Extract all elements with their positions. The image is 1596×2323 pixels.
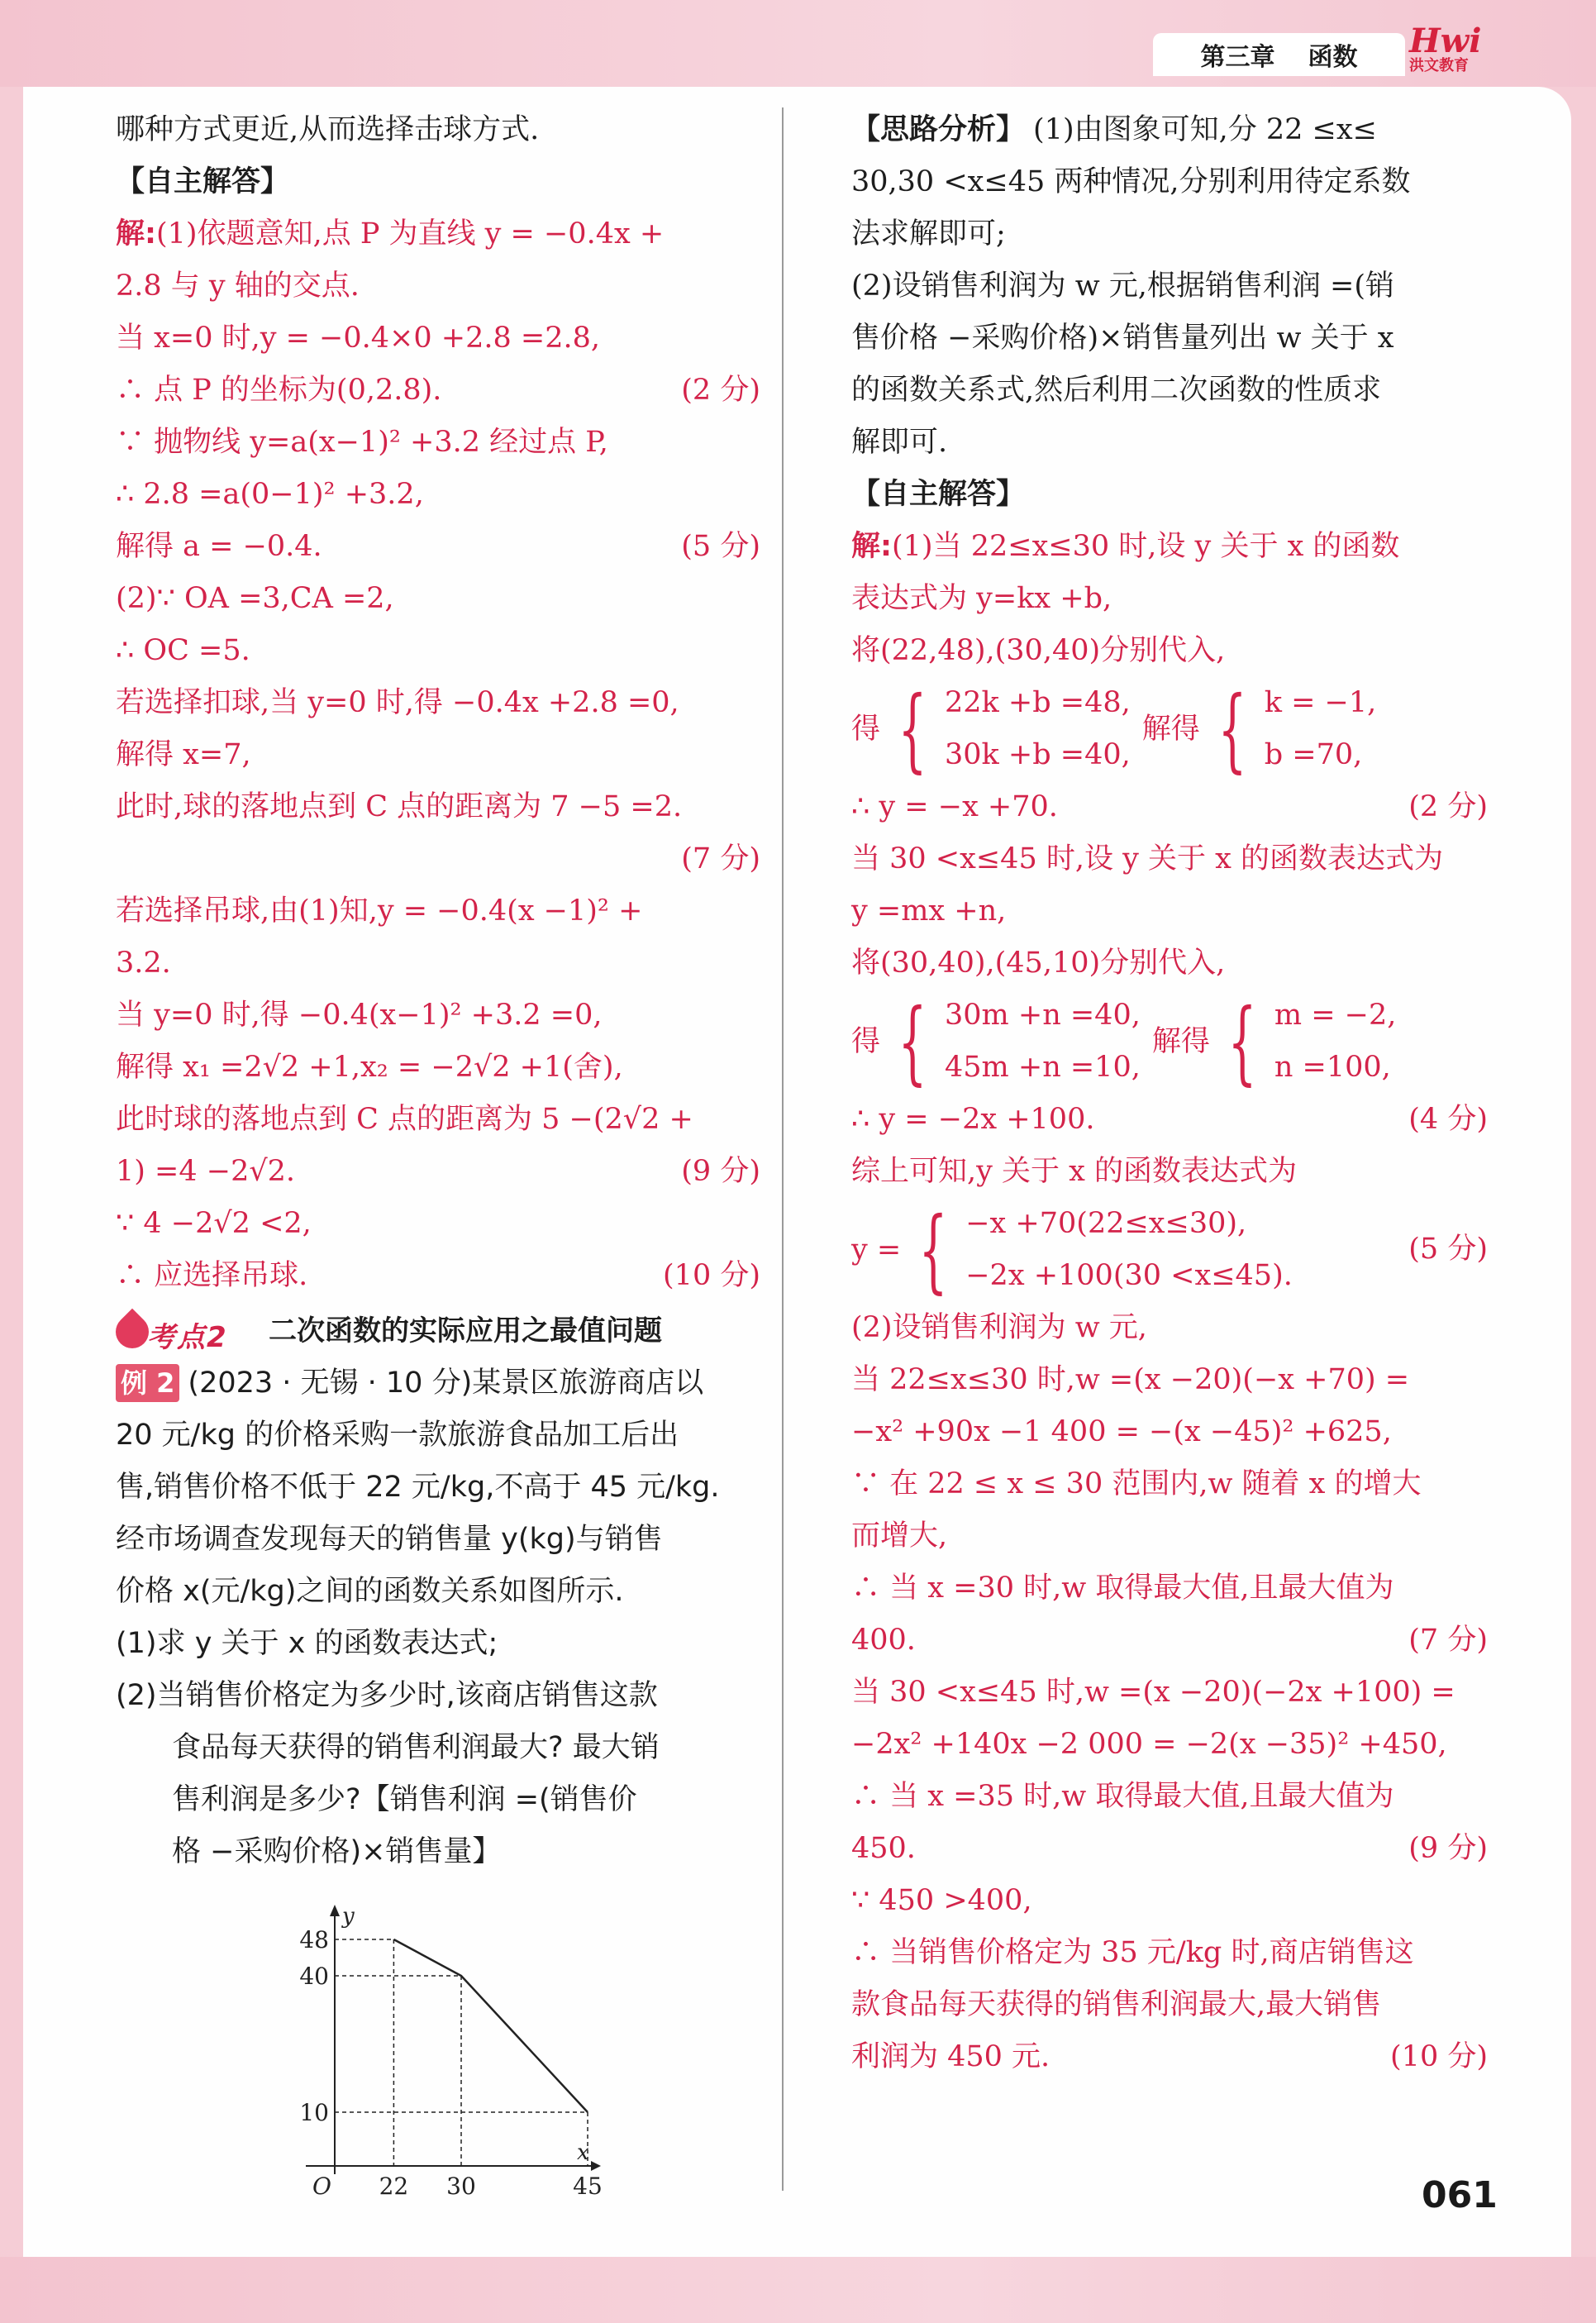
sales-line — [393, 1939, 588, 2112]
line-text: ∵ 抛物线 y=a(x−1)² +3.2 经过点 P, — [116, 426, 608, 459]
text-line — [116, 365, 760, 417]
y-tick-label: 48 — [299, 1926, 329, 1953]
line-text: 款食品每天获得的销售利润最大,最大销售 — [851, 1988, 1382, 2021]
text-line — [116, 156, 760, 208]
line-text: 2.8 与 y 轴的交点. — [116, 270, 360, 303]
line-text: 哪种方式更近,从而选择击球方式. — [116, 113, 540, 146]
text-line — [116, 781, 760, 833]
text-line — [851, 1094, 1488, 1146]
system1-eq-1: 22k +b =48, — [945, 686, 1131, 719]
brace-icon: { — [898, 676, 927, 782]
line-text: 3.2. — [116, 947, 171, 980]
line-text: 利润为 450 元. — [851, 2040, 1051, 2073]
solution-part-d — [851, 1302, 1488, 2083]
text-line — [851, 1510, 1488, 1562]
line-text: 若选择扣球,当 y=0 时,得 −0.4x +2.8 =0, — [116, 686, 679, 719]
answer-head: 【自主解答】 — [851, 478, 1026, 511]
solution-prefix: 解: — [116, 217, 156, 250]
text-line — [116, 833, 760, 885]
line-text: 1) =4 −2√2. — [116, 1155, 296, 1188]
example-text: 经市场调查发现每天的销售量 y(kg)与销售 — [116, 1523, 663, 1556]
example-tag: 例 2 — [116, 1364, 179, 1402]
line-text: 此时球的落地点到 C 点的距离为 5 −(2√2 + — [116, 1103, 693, 1136]
example-line — [116, 1566, 760, 1618]
text-line — [116, 1146, 760, 1198]
text-line — [851, 1875, 1488, 1927]
piecewise-cases — [965, 1198, 1293, 1302]
kaodian-title: 二次函数的实际应用之最值问题 — [269, 1314, 662, 1348]
example-text: 价格 x(元/kg)之间的函数关系如图所示. — [116, 1575, 624, 1608]
example-text: 20 元/kg 的价格采购一款旅游食品加工后出 — [116, 1419, 679, 1452]
example-line — [116, 1670, 760, 1722]
score-mark: (7 分) — [681, 842, 760, 875]
analysis-head: 【思路分析】 — [851, 113, 1026, 146]
text-line — [116, 1042, 760, 1094]
text-line — [116, 312, 760, 365]
text-line — [116, 1250, 760, 1302]
sales-chart — [273, 1901, 603, 2199]
system1-eq-2: 30k +b =40, — [945, 738, 1131, 771]
text-line — [116, 1094, 760, 1146]
score-mark: (2 分) — [1408, 790, 1488, 823]
origin-label: O — [312, 2173, 331, 2199]
text-line — [851, 781, 1488, 833]
score-mark: (2 分) — [681, 374, 760, 407]
text-line — [851, 1562, 1488, 1615]
publisher-logo — [1409, 21, 1492, 83]
example-problem — [116, 1357, 760, 1878]
system1-sol-2: b =70, — [1264, 738, 1363, 771]
text-line — [851, 1719, 1488, 1771]
solution-part-a — [851, 521, 1488, 677]
line-text: ∴ OC =5. — [116, 634, 250, 667]
right-column — [851, 104, 1488, 2083]
example-text: (1)求 y 关于 x 的函数表达式; — [116, 1627, 498, 1660]
line-text: 解得 a = −0.4. — [116, 530, 322, 563]
line-text: 售价格 −采购价格)×销售量列出 w 关于 x — [851, 322, 1394, 355]
text-line — [116, 729, 760, 781]
line-text: 30,30 <x≤45 两种情况,分别利用待定系数 — [851, 165, 1411, 198]
piecewise-case-2: −2x +100(30 <x≤45). — [965, 1259, 1293, 1292]
score-mark: (5 分) — [681, 530, 760, 563]
system2-sols — [1274, 990, 1397, 1094]
text-line — [116, 208, 760, 260]
text-line — [851, 1146, 1488, 1198]
system2-eq-2: 45m +n =10, — [945, 1051, 1141, 1084]
text-line — [116, 260, 760, 312]
example-line — [116, 1357, 760, 1410]
line-text: 表达式为 y=kx +b, — [851, 582, 1112, 615]
line-text: 解得 x=7, — [116, 738, 251, 771]
line-text: 将(22,48),(30,40)分别代入, — [851, 634, 1226, 667]
line-text: 解得 x₁ =2√2 +1,x₂ = −2√2 +1(舍), — [116, 1051, 623, 1084]
line-text: y =mx +n, — [851, 894, 1007, 928]
solution-part-b — [851, 781, 1488, 990]
analysis-line-0 — [851, 104, 1488, 156]
text-line — [851, 625, 1488, 677]
example-text: (2023 · 无锡 · 10 分)某景区旅游商店以 — [188, 1367, 704, 1400]
score-mark: (9 分) — [681, 1155, 760, 1188]
text-line — [116, 885, 760, 937]
line-text: 【自主解答】 — [116, 165, 290, 198]
line-text: 400. — [851, 1624, 916, 1657]
score-mark: (4 分) — [1408, 1103, 1488, 1136]
kaodian-label: 考点2 — [147, 1320, 228, 1354]
system-2 — [851, 990, 1488, 1094]
brace-icon: { — [1217, 676, 1247, 782]
system2-de: 得 — [851, 1024, 881, 1058]
example-text: 售,销售价格不低于 22 元/kg,不高于 45 元/kg. — [116, 1471, 720, 1504]
text-line — [116, 417, 760, 469]
bottom-band — [0, 2257, 1596, 2323]
line-text: ∴ y = −2x +100. — [851, 1103, 1095, 1136]
text-line — [116, 937, 760, 990]
y-tick-label: 40 — [299, 1963, 329, 1990]
text-line — [851, 1406, 1488, 1458]
x-tick-label: 30 — [446, 2173, 476, 2199]
y-axis-arrow-icon — [330, 1905, 340, 1916]
line-text: ∴ 当 x =30 时,w 取得最大值,且最大值为 — [851, 1572, 1394, 1605]
system1-sol-1: k = −1, — [1264, 686, 1377, 719]
x-axis-arrow-icon — [591, 2161, 601, 2171]
brace-icon: { — [1227, 989, 1257, 1095]
line-text: 450. — [851, 1832, 916, 1865]
example-line — [116, 1462, 760, 1514]
text-line — [116, 677, 760, 729]
text-line — [851, 312, 1488, 365]
line-text: 的函数关系式,然后利用二次函数的性质求 — [851, 374, 1382, 407]
logo-mark: Hwi — [1409, 21, 1482, 60]
text-line — [851, 260, 1488, 312]
example-line — [116, 1514, 760, 1566]
system2-sol-1: m = −2, — [1274, 999, 1397, 1032]
text-line — [851, 885, 1488, 937]
line-text: ∵ 在 22 ≤ x ≤ 30 范围内,w 随着 x 的增大 — [851, 1467, 1422, 1500]
score-mark: (10 分) — [663, 1259, 760, 1292]
text-line — [851, 1302, 1488, 1354]
system1-sols — [1265, 677, 1377, 781]
text-line — [851, 937, 1488, 990]
line-text: ∴ 当 x =35 时,w 取得最大值,且最大值为 — [851, 1780, 1394, 1813]
example-line: 格 −采购价格)×销售量】 — [172, 1835, 502, 1868]
line-text: 此时,球的落地点到 C 点的距离为 7 −5 =2. — [116, 790, 683, 823]
line-text: 当 30 <x≤45 时,设 y 关于 x 的函数表达式为 — [851, 842, 1443, 875]
text-line — [851, 365, 1488, 417]
x-axis-label: x — [577, 2140, 589, 2165]
line-text: ∴ y = −x +70. — [851, 790, 1058, 823]
line-text: 法求解即可; — [851, 217, 1006, 250]
line-text: −2x² +140x −2 000 = −2(x −35)² +450, — [851, 1728, 1447, 1761]
example-text: (2)当销售价格定为多少时,该商店销售这款 — [116, 1679, 658, 1712]
text-line — [851, 573, 1488, 625]
line-text: (2)∵ OA =3,CA =2, — [116, 582, 394, 615]
x-tick-label: 22 — [379, 2173, 409, 2199]
line-text: 当 22≤x≤30 时,w =(x −20)(−x +70) = — [851, 1363, 1410, 1396]
chapter-label: 第三章 — [1200, 43, 1275, 72]
line-text: ∵ 4 −2√2 <2, — [116, 1207, 312, 1240]
line-text: −x² +90x −1 400 = −(x −45)² +625, — [851, 1415, 1392, 1448]
system-1 — [851, 677, 1488, 781]
score-mark: (10 分) — [1390, 2040, 1488, 2073]
text-line — [116, 573, 760, 625]
score-mark: (7 分) — [1408, 1624, 1488, 1657]
line-text: 而增大, — [851, 1519, 948, 1553]
text-line — [116, 104, 760, 156]
logo-brand: 洪文教育 — [1409, 57, 1469, 74]
text-line — [851, 833, 1488, 885]
piecewise-case-1: −x +70(22≤x≤30), — [965, 1207, 1247, 1240]
system1-jiede: 解得 — [1141, 712, 1200, 746]
text-line — [851, 1354, 1488, 1406]
line-text: ∴ 当销售价格定为 35 元/kg 时,商店销售这 — [851, 1936, 1414, 1969]
text-line — [116, 521, 760, 573]
system2-eqs — [945, 990, 1141, 1094]
system2-eq-1: 30m +n =40, — [945, 999, 1141, 1032]
example-line: 售利润是多少?【销售利润 =(销售价 — [172, 1783, 637, 1816]
line-text: 当 30 <x≤45 时,w =(x −20)(−2x +100) = — [851, 1676, 1455, 1709]
analysis-first-text: (1)由图象可知,分 22 ≤x≤ — [1033, 113, 1377, 146]
chapter-topic: 函数 — [1308, 43, 1358, 72]
piecewise-score: (5 分) — [1408, 1233, 1488, 1266]
line-text: 若选择吊球,由(1)知,y = −0.4(x −1)² + — [116, 894, 643, 928]
score-mark: (9 分) — [1408, 1832, 1488, 1865]
text-line — [851, 1458, 1488, 1510]
text-line — [851, 1771, 1488, 1823]
kaodian-heading — [116, 1305, 760, 1357]
line-text: (1)依题意知,点 P 为直线 y = −0.4x + — [156, 217, 665, 250]
kaodian-badge — [116, 1310, 260, 1353]
left-solution — [116, 104, 760, 1302]
line-text: (2)设销售利润为 w 元, — [851, 1311, 1147, 1344]
text-line — [851, 1979, 1488, 2031]
chapter-header — [1153, 33, 1405, 76]
text-line — [851, 1823, 1488, 1875]
solution-part-c — [851, 1094, 1488, 1198]
system2-sol-2: n =100, — [1274, 1051, 1391, 1084]
system2-jiede: 解得 — [1151, 1024, 1210, 1058]
line-text: (1)当 22≤x≤30 时,设 y 关于 x 的函数 — [892, 530, 1400, 563]
system1-de: 得 — [851, 712, 881, 746]
line-text: ∵ 450 >400, — [851, 1884, 1032, 1917]
page-number: 061 — [1422, 2174, 1498, 2216]
line-text: ∴ 2.8 =a(0−1)² +3.2, — [116, 478, 424, 511]
text-line — [116, 469, 760, 521]
text-line — [851, 1667, 1488, 1719]
text-line — [851, 2031, 1488, 2083]
example-line — [116, 1410, 760, 1462]
left-column — [116, 104, 760, 1878]
text-line — [851, 208, 1488, 260]
text-line — [851, 1927, 1488, 1979]
line-text: 综上可知,y 关于 x 的函数表达式为 — [851, 1155, 1298, 1188]
y-axis-label: y — [342, 1904, 355, 1929]
line-text: ∴ 点 P 的坐标为(0,2.8). — [116, 374, 442, 407]
piecewise-function — [851, 1198, 1488, 1302]
text-line — [116, 990, 760, 1042]
line-text: 将(30,40),(45,10)分别代入, — [851, 947, 1226, 980]
line-text: 当 y=0 时,得 −0.4(x−1)² +3.2 =0, — [116, 999, 603, 1032]
text-line — [851, 521, 1488, 573]
line-text: 解即可. — [851, 426, 948, 459]
example-line — [116, 1618, 760, 1670]
x-tick-label: 45 — [573, 2173, 603, 2199]
line-text: (2)设销售利润为 w 元,根据销售利润 =(销 — [851, 270, 1395, 303]
text-line — [851, 156, 1488, 208]
system1-eqs — [945, 677, 1131, 781]
brace-icon: { — [898, 989, 927, 1095]
brace-icon: { — [918, 1197, 948, 1303]
column-divider — [782, 107, 784, 2191]
text-line — [851, 1615, 1488, 1667]
line-text: 当 x=0 时,y = −0.4×0 +2.8 =2.8, — [116, 322, 600, 355]
analysis-body — [851, 156, 1488, 469]
text-line — [851, 417, 1488, 469]
example-line: 食品每天获得的销售利润最大? 最大销 — [172, 1731, 660, 1764]
y-tick-label: 10 — [299, 2099, 329, 2126]
text-line — [116, 1198, 760, 1250]
text-line — [116, 625, 760, 677]
solution-prefix: 解: — [851, 530, 892, 563]
piecewise-lhs: y = — [851, 1233, 902, 1266]
line-text: ∴ 应选择吊球. — [116, 1259, 308, 1292]
